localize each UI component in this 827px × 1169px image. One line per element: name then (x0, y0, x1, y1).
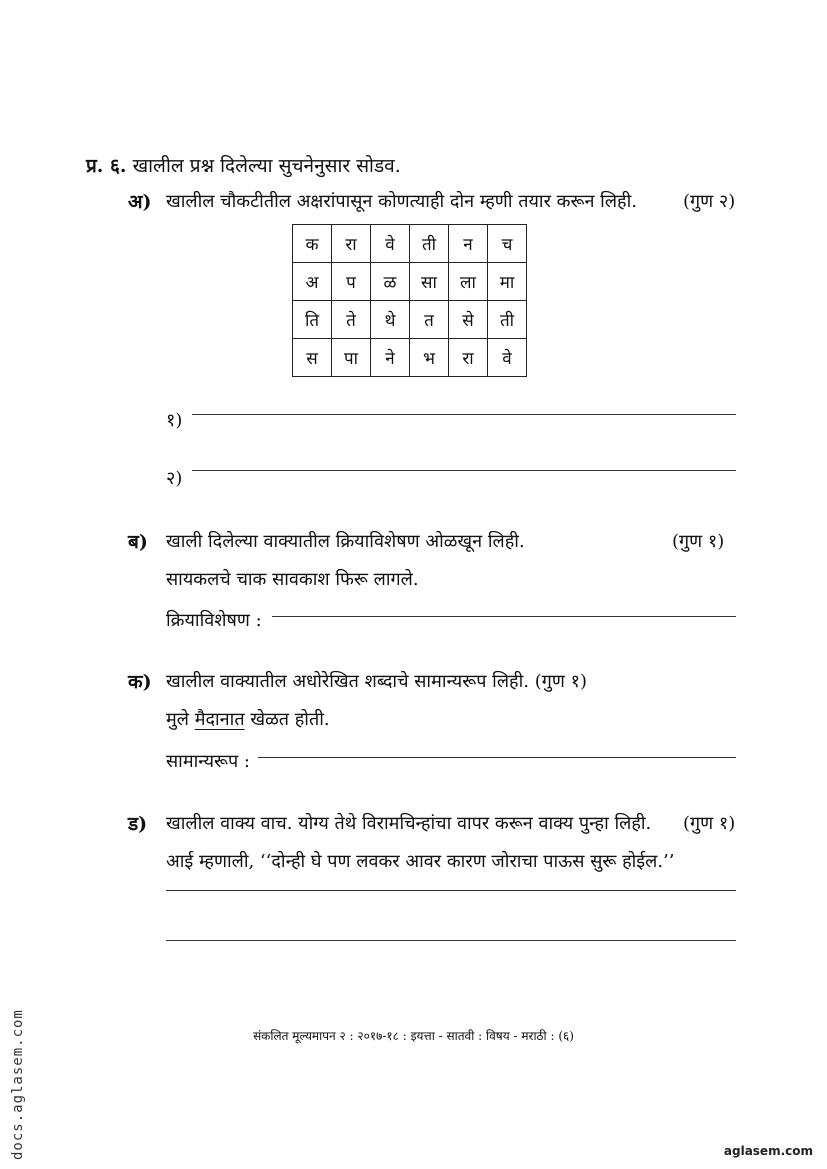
part-c-label: क) (128, 671, 152, 693)
watermark-left: docs.aglasem.com (10, 1009, 26, 1160)
part-d-instruction: खालील वाक्य वाच. योग्य तेथे विरामचिन्हांचा वापर करून वाक्य पुन्हा लिही. (166, 813, 652, 834)
part-b-answer-label: क्रियाविशेषण : (166, 610, 262, 631)
grid-cell: त (410, 301, 449, 339)
grid-row (293, 301, 527, 339)
grid-cell: मा (488, 263, 527, 301)
page-footer: संकलित मूल्यमापन २ : २०१७-१८ : इयत्ता - सातवी : विषय - मराठी : (६) (253, 1029, 574, 1043)
part-b-sentence: सायकलचे चाक सावकाश फिरू लागले. (166, 569, 419, 590)
part-b-label: ब) (128, 531, 148, 553)
part-d-answer-line-2[interactable] (166, 940, 736, 941)
grid-cell: प (332, 263, 371, 301)
question-number: प्र. ६. (86, 155, 127, 177)
answer-1-line[interactable] (192, 414, 736, 415)
grid-cell: से (449, 301, 488, 339)
question-text: खालील प्रश्न दिलेल्या सुचनेनुसार सोडव. (132, 155, 401, 177)
grid-cell: रा (332, 225, 371, 263)
part-b-answer-line[interactable] (272, 616, 736, 617)
watermark-right: aglasem.com (723, 1144, 813, 1158)
grid-cell: ती (488, 301, 527, 339)
grid-row (293, 225, 527, 263)
question-heading (86, 152, 401, 178)
letter-grid (292, 224, 527, 377)
grid-cell: ते (332, 301, 371, 339)
grid-row (293, 339, 527, 377)
grid-cell: पा (332, 339, 371, 377)
part-c-sentence-end: खेळत होती. (250, 709, 330, 730)
part-c-sentence (166, 707, 330, 731)
part-a-label: अ) (128, 191, 152, 213)
part-c-sentence-start: मुले (166, 709, 189, 730)
grid-cell: वे (371, 225, 410, 263)
part-c-marks: (गुण १) (534, 671, 588, 692)
part-d-answer-line-1[interactable] (166, 890, 736, 891)
part-c-instruction-text: खालील वाक्यातील अधोरेखित शब्दाचे सामान्यरूप लिही. (166, 671, 529, 692)
grid-cell: भ (410, 339, 449, 377)
grid-cell: क (293, 225, 332, 263)
grid-cell: ति (293, 301, 332, 339)
part-d-marks: (गुण १) (683, 813, 736, 834)
answer-2-label: २) (166, 468, 183, 489)
grid-cell: सा (410, 263, 449, 301)
grid-cell: थे (371, 301, 410, 339)
part-c-answer-line[interactable] (258, 757, 736, 758)
part-d-sentence: आई म्हणाली, ‘‘दोन्ही घे पण लवकर आवर कारण जोराचा पाऊस सुरू होईल.’’ (166, 851, 675, 872)
grid-cell: न (449, 225, 488, 263)
underlined-word: मैदानात (194, 709, 245, 730)
part-b-instruction: खाली दिलेल्या वाक्यातील क्रियाविशेषण ओळखून लिही. (166, 531, 525, 552)
grid-cell: ती (410, 225, 449, 263)
grid-cell: च (488, 225, 527, 263)
part-a-marks: (गुण २) (683, 191, 736, 212)
grid-cell: रा (449, 339, 488, 377)
grid-cell: ला (449, 263, 488, 301)
part-b-marks: (गुण १) (672, 531, 725, 552)
grid-cell: अ (293, 263, 332, 301)
part-c-answer-label: सामान्यरूप : (166, 751, 251, 772)
part-c-instruction (166, 669, 587, 693)
grid-row (293, 263, 527, 301)
grid-cell: वे (488, 339, 527, 377)
grid-cell: स (293, 339, 332, 377)
grid-cell: ने (371, 339, 410, 377)
grid-cell: ळ (371, 263, 410, 301)
part-a-instruction: खालील चौकटीतील अक्षरांपासून कोणत्याही दोन म्हणी तयार करून लिही. (166, 191, 637, 212)
part-d-label: ड) (128, 813, 148, 835)
answer-1-label: १) (166, 410, 183, 431)
answer-2-line[interactable] (192, 470, 736, 471)
